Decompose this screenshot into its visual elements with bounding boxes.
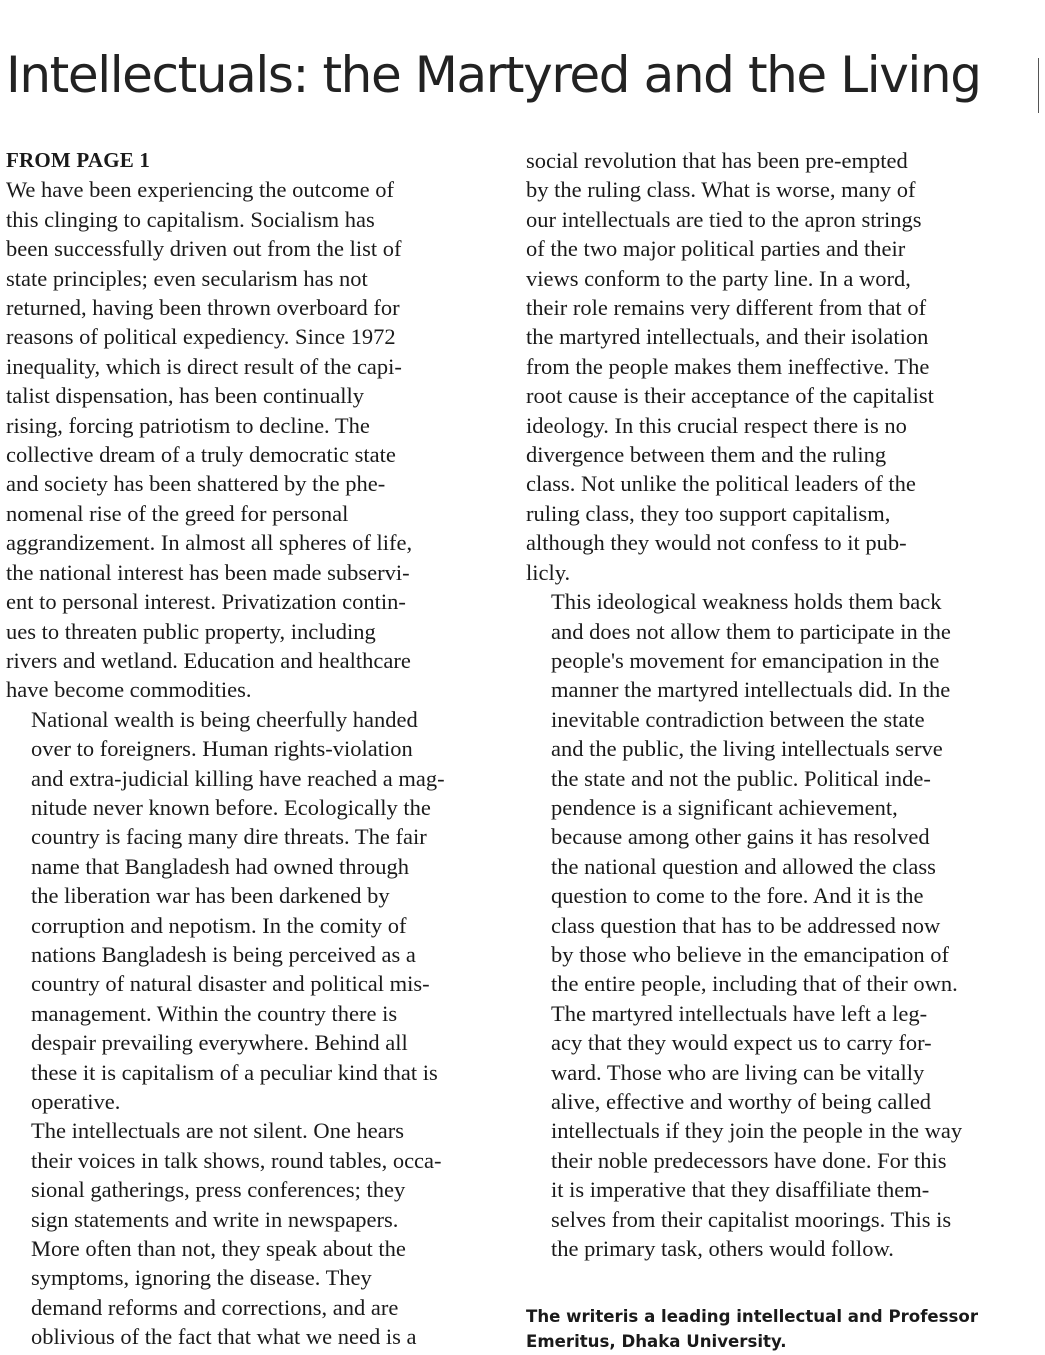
text-line: symptoms, ignoring the disease. They: [31, 1265, 372, 1291]
text-line: nations Bangladesh is being perceived as a: [31, 941, 416, 967]
text-line: these it is capitalism of a peculiar kind that is: [31, 1059, 438, 1085]
text-line: nitude never known before. Ecologically the: [31, 794, 431, 820]
text-line: returned, having been thrown overboard for: [6, 295, 400, 321]
text-line: inequality, which is direct result of the capi-: [6, 353, 402, 379]
text-line: reasons of political expediency. Since 1972: [6, 324, 396, 350]
text-line: ent to personal interest. Privatization contin-: [6, 589, 406, 615]
text-line: the national question and allowed the class: [551, 853, 936, 879]
text-line: their voices in talk shows, round tables, occa-: [31, 1147, 442, 1173]
text-line: social revolution that has been pre-empted: [526, 148, 908, 173]
column-rule: [1038, 58, 1039, 113]
text-line: country of natural disaster and political mis-: [31, 971, 430, 997]
text-line: operative.: [31, 1089, 121, 1114]
paragraph: [6, 1116, 502, 1351]
headline: Intellectuals: the Martyred and the Living: [6, 46, 981, 104]
text-line: class. Not unlike the political leaders of the: [526, 471, 916, 497]
text-line: and extra-judicial killing have reached a mag-: [31, 765, 445, 791]
paragraph: [526, 146, 1028, 587]
text-line: from the people makes them ineffective. The: [526, 353, 930, 379]
text-line: sign statements and write in newspapers.: [31, 1206, 399, 1232]
text-line: manner the martyred intellectuals did. In the: [551, 677, 951, 703]
text-line: although they would not confess to it pub-: [526, 530, 907, 556]
text-line: National wealth is being cheerfully handed: [31, 706, 418, 732]
text-line: it is imperative that they disaffiliate them-: [551, 1177, 930, 1203]
text-line: intellectuals if they join the people in the way: [551, 1118, 963, 1144]
text-line: oblivious of the fact that what we need is a: [31, 1324, 417, 1350]
article-column-right: [526, 146, 1028, 1263]
text-line: class question that has to be addressed now: [551, 912, 941, 938]
text-line: and does not allow them to participate in the: [551, 618, 951, 644]
text-line: ward. Those who are living can be vitally: [551, 1059, 925, 1085]
text-line: demand reforms and corrections, and are: [31, 1294, 399, 1320]
text-line: inevitable contradiction between the state: [551, 706, 925, 732]
text-line: rivers and wetland. Education and healthcare: [6, 647, 411, 673]
text-line: the state and not the public. Political inde-: [551, 765, 931, 791]
text-line: talist dispensation, has been continually: [6, 383, 365, 409]
text-line: More often than not, they speak about the: [31, 1236, 406, 1262]
byline: [526, 1305, 1031, 1354]
text-line: the primary task, others would follow.: [551, 1236, 894, 1262]
paragraph: [526, 999, 1028, 1264]
text-line: rising, forcing patriotism to decline. The: [6, 412, 370, 438]
text-line: the national interest has been made subservi-: [6, 559, 410, 585]
left-paragraphs: [6, 175, 502, 1351]
text-line: by the ruling class. What is worse, many of: [526, 177, 916, 203]
text-line: This ideological weakness holds them back: [551, 589, 942, 615]
text-line: over to foreigners. Human rights-violation: [31, 736, 413, 762]
text-line: root cause is their acceptance of the capitalist: [526, 383, 934, 409]
paragraph: [6, 175, 502, 704]
text-line: and the public, the living intellectuals serve: [551, 736, 943, 762]
text-line: people's movement for emancipation in the: [551, 647, 940, 673]
text-line: aggrandizement. In almost all spheres of life,: [6, 530, 413, 556]
text-line: because among other gains it has resolved: [551, 824, 930, 850]
paragraph: [6, 705, 502, 1117]
text-line: country is facing many dire threats. The fair: [31, 824, 427, 850]
byline-line: Emeritus, Dhaka University.: [526, 1331, 787, 1351]
text-line: acy that they would expect us to carry for-: [551, 1030, 932, 1056]
text-line: the liberation war has been darkened by: [31, 883, 390, 909]
text-line: and society has been shattered by the phe-: [6, 471, 386, 497]
text-line: state principles; even secularism has not: [6, 265, 368, 291]
article-column-left: [6, 146, 502, 1352]
text-line: management. Within the country there is: [31, 1000, 398, 1026]
text-line: sional gatherings, press conferences; they: [31, 1177, 406, 1203]
kicker: FROM PAGE 1: [6, 148, 151, 172]
text-line: The intellectuals are not silent. One hears: [31, 1118, 404, 1144]
text-line: divergence between them and the ruling: [526, 442, 887, 468]
text-line: ues to threaten public property, including: [6, 618, 376, 644]
text-line: their role remains very different from that of: [526, 295, 927, 321]
text-line: The martyred intellectuals have left a leg-: [551, 1000, 928, 1026]
text-line: views conform to the party line. In a word,: [526, 265, 911, 291]
text-line: ruling class, they too support capitalism,: [526, 500, 891, 526]
text-line: ideology. In this crucial respect there is no: [526, 412, 907, 438]
text-line: question to come to the fore. And it is the: [551, 883, 924, 909]
text-line: selves from their capitalist moorings. This is: [551, 1206, 952, 1232]
text-line: nomenal rise of the greed for personal: [6, 500, 349, 526]
text-line: the martyred intellectuals, and their isolation: [526, 324, 929, 350]
text-line: licly.: [526, 559, 571, 585]
text-line: corruption and nepotism. In the comity of: [31, 912, 407, 938]
text-line: this clinging to capitalism. Socialism has: [6, 206, 375, 232]
text-line: have become commodities.: [6, 677, 252, 703]
paragraph: [526, 587, 1028, 999]
text-line: despair prevailing everywhere. Behind all: [31, 1030, 408, 1056]
text-line: alive, effective and worthy of being called: [551, 1089, 932, 1114]
text-line: name that Bangladesh had owned through: [31, 853, 410, 879]
text-line: of the two major political parties and their: [526, 236, 906, 262]
text-line: pendence is a significant achievement,: [551, 794, 898, 820]
text-line: by those who believe in the emancipation of: [551, 941, 950, 967]
right-paragraphs: [526, 146, 1028, 1263]
text-line: We have been experiencing the outcome of: [6, 177, 395, 203]
byline-line: The writeris a leading intellectual and Professor: [526, 1307, 979, 1326]
text-line: collective dream of a truly democratic state: [6, 442, 396, 468]
text-line: the entire people, including that of their own.: [551, 971, 958, 997]
text-line: been successfully driven out from the list of: [6, 236, 402, 262]
text-line: their noble predecessors have done. For this: [551, 1147, 947, 1173]
text-line: our intellectuals are tied to the apron strings: [526, 206, 922, 232]
